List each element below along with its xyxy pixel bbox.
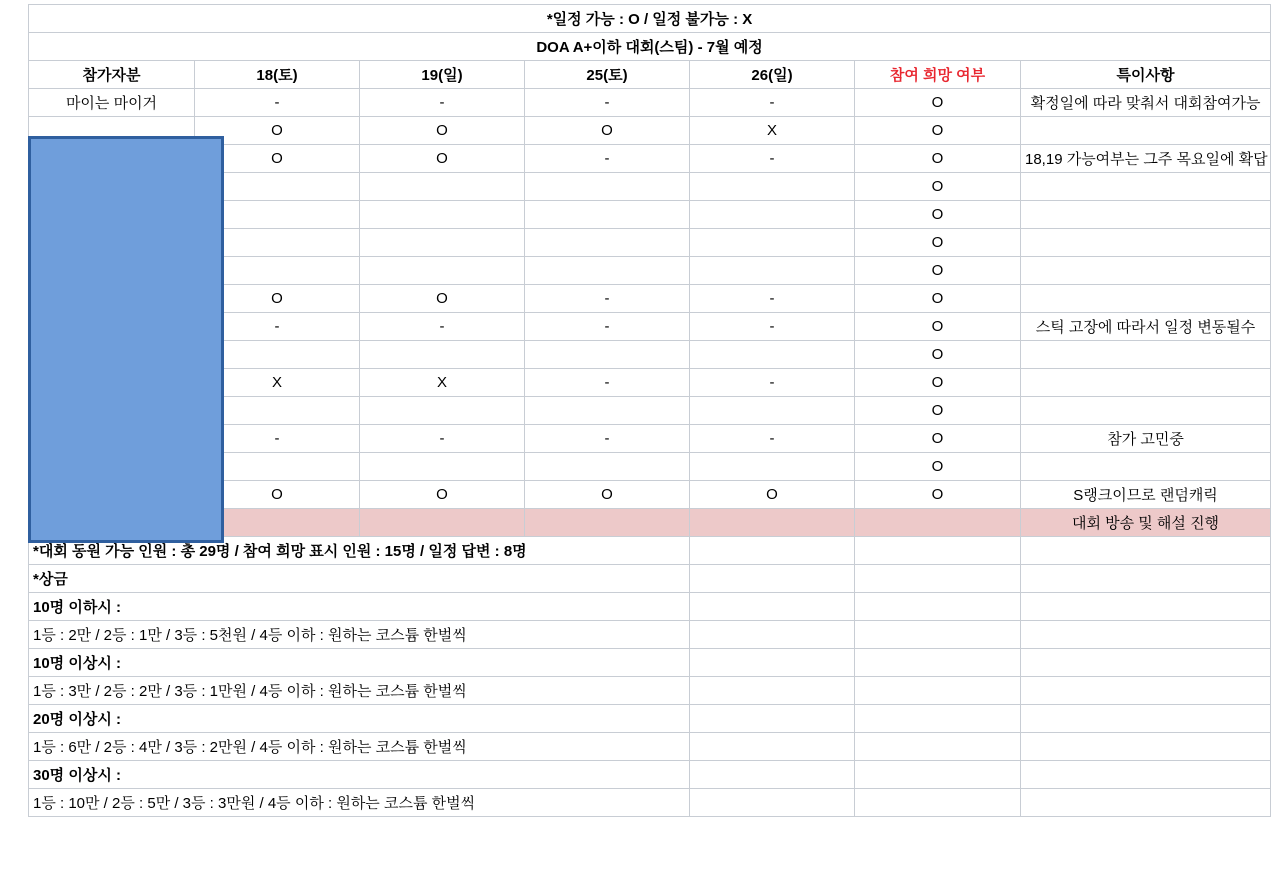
- cell-25[interactable]: [525, 173, 690, 201]
- cell-25[interactable]: [525, 229, 690, 257]
- empty-cell[interactable]: [690, 537, 855, 565]
- cell-wish[interactable]: O: [855, 313, 1021, 341]
- prize-label[interactable]: *상금: [29, 565, 690, 593]
- cell-19[interactable]: -: [360, 425, 525, 453]
- cell-wish[interactable]: O: [855, 453, 1021, 481]
- cell-note[interactable]: 확정일에 따라 맞춰서 대회참여가능: [1021, 89, 1271, 117]
- cell-wish[interactable]: [855, 509, 1021, 537]
- legend-row: [29, 5, 1271, 33]
- cell-25[interactable]: [525, 341, 690, 369]
- title-row: [29, 33, 1271, 61]
- cell-note[interactable]: [1021, 369, 1271, 397]
- cell-note[interactable]: [1021, 285, 1271, 313]
- page-title: DOA A+이하 대회(스팀) - 7월 예정: [29, 33, 1271, 61]
- prize-tier-label[interactable]: 10명 이상시 :: [29, 649, 690, 677]
- cell-19[interactable]: [360, 229, 525, 257]
- cell-19[interactable]: O: [360, 481, 525, 509]
- cell-26[interactable]: [690, 201, 855, 229]
- column-header-note: 특이사항: [1021, 61, 1271, 89]
- cell-25[interactable]: -: [525, 425, 690, 453]
- cell-26[interactable]: -: [690, 369, 855, 397]
- empty-cell[interactable]: [690, 593, 855, 621]
- cell-note[interactable]: 참가 고민중: [1021, 425, 1271, 453]
- selected-cell-range[interactable]: [28, 136, 224, 543]
- cell-26[interactable]: [690, 257, 855, 285]
- cell-25[interactable]: -: [525, 313, 690, 341]
- prize-detail-row[interactable]: [29, 733, 1271, 761]
- prize-detail-row[interactable]: [29, 677, 1271, 705]
- empty-cell[interactable]: [1021, 649, 1271, 677]
- prize-detail-text[interactable]: 1등 : 2만 / 2등 : 1만 / 3등 : 5천원 / 4등 이하 : 원하는 코스튬 한벌씩: [29, 621, 690, 649]
- empty-cell[interactable]: [855, 677, 1021, 705]
- empty-cell[interactable]: [855, 593, 1021, 621]
- prize-tier-label[interactable]: 20명 이상시 :: [29, 705, 690, 733]
- cell-26[interactable]: -: [690, 313, 855, 341]
- cell-19[interactable]: -: [360, 89, 525, 117]
- cell-wish[interactable]: O: [855, 173, 1021, 201]
- empty-cell[interactable]: [690, 761, 855, 789]
- cell-note[interactable]: [1021, 257, 1271, 285]
- cell-wish[interactable]: O: [855, 257, 1021, 285]
- cell-25[interactable]: [525, 453, 690, 481]
- empty-cell[interactable]: [690, 649, 855, 677]
- column-header-19: 19(일): [360, 61, 525, 89]
- cell-note[interactable]: 대회 방송 및 해설 진행: [1021, 509, 1271, 537]
- cell-25[interactable]: -: [525, 285, 690, 313]
- cell-19[interactable]: [360, 257, 525, 285]
- prize-tier-label[interactable]: 10명 이하시 :: [29, 593, 690, 621]
- empty-cell[interactable]: [855, 565, 1021, 593]
- cell-19[interactable]: X: [360, 369, 525, 397]
- cell-note[interactable]: [1021, 229, 1271, 257]
- cell-18[interactable]: X: [195, 369, 360, 397]
- cell-wish[interactable]: O: [855, 285, 1021, 313]
- empty-cell[interactable]: [690, 733, 855, 761]
- empty-cell[interactable]: [690, 705, 855, 733]
- column-header-18: 18(토): [195, 61, 360, 89]
- cell-wish[interactable]: O: [855, 397, 1021, 425]
- table-row[interactable]: [29, 89, 1271, 117]
- cell-26[interactable]: [690, 509, 855, 537]
- cell-25[interactable]: [525, 397, 690, 425]
- cell-26[interactable]: [690, 397, 855, 425]
- prize-detail-row[interactable]: [29, 789, 1271, 817]
- empty-cell[interactable]: [1021, 565, 1271, 593]
- legend-text: *일정 가능 : O / 일정 불가능 : X: [29, 5, 1271, 33]
- cell-18[interactable]: -: [195, 313, 360, 341]
- cell-note[interactable]: [1021, 397, 1271, 425]
- column-header-25: 25(토): [525, 61, 690, 89]
- cell-26[interactable]: -: [690, 89, 855, 117]
- cell-note[interactable]: [1021, 173, 1271, 201]
- empty-cell[interactable]: [855, 733, 1021, 761]
- cell-19[interactable]: [360, 173, 525, 201]
- cell-note[interactable]: 18,19 가능여부는 그주 목요일에 확답: [1021, 145, 1271, 173]
- empty-cell[interactable]: [855, 789, 1021, 817]
- cell-note[interactable]: [1021, 453, 1271, 481]
- cell-26[interactable]: [690, 173, 855, 201]
- cell-wish[interactable]: O: [855, 481, 1021, 509]
- prize-detail-text[interactable]: 1등 : 6만 / 2등 : 4만 / 3등 : 2만원 / 4등 이하 : 원하는 코스튬 한벌씩: [29, 733, 690, 761]
- cell-19[interactable]: O: [360, 285, 525, 313]
- empty-cell[interactable]: [1021, 537, 1271, 565]
- cell-wish[interactable]: O: [855, 341, 1021, 369]
- cell-19[interactable]: [360, 397, 525, 425]
- summary-text[interactable]: *대회 동원 가능 인원 : 총 29명 / 참여 희망 표시 인원 : 15명 / 일정 답변 : 8명: [29, 537, 690, 565]
- cell-18[interactable]: O: [195, 117, 360, 145]
- cell-19[interactable]: [360, 201, 525, 229]
- empty-cell[interactable]: [690, 621, 855, 649]
- cell-25[interactable]: O: [525, 481, 690, 509]
- cell-26[interactable]: [690, 341, 855, 369]
- empty-cell[interactable]: [1021, 733, 1271, 761]
- cell-18[interactable]: -: [195, 89, 360, 117]
- cell-wish[interactable]: O: [855, 145, 1021, 173]
- cell-wish[interactable]: O: [855, 229, 1021, 257]
- cell-26[interactable]: -: [690, 425, 855, 453]
- prize-tier-row[interactable]: [29, 705, 1271, 733]
- column-header-participant: 참가자분: [29, 61, 195, 89]
- prize-detail-text[interactable]: 1등 : 3만 / 2등 : 2만 / 3등 : 1만원 / 4등 이하 : 원하는 코스튬 한벌씩: [29, 677, 690, 705]
- cell-wish[interactable]: O: [855, 117, 1021, 145]
- cell-19[interactable]: -: [360, 313, 525, 341]
- cell-26[interactable]: O: [690, 481, 855, 509]
- cell-note[interactable]: [1021, 117, 1271, 145]
- cell-wish[interactable]: O: [855, 201, 1021, 229]
- empty-cell[interactable]: [1021, 789, 1271, 817]
- empty-cell[interactable]: [1021, 621, 1271, 649]
- cell-19[interactable]: [360, 509, 525, 537]
- empty-cell[interactable]: [1021, 593, 1271, 621]
- empty-cell[interactable]: [855, 705, 1021, 733]
- cell-25[interactable]: -: [525, 369, 690, 397]
- cell-wish[interactable]: O: [855, 425, 1021, 453]
- prize-label-row[interactable]: [29, 565, 1271, 593]
- empty-cell[interactable]: [1021, 761, 1271, 789]
- column-header-26: 26(일): [690, 61, 855, 89]
- cell-25[interactable]: -: [525, 89, 690, 117]
- cell-note[interactable]: 스틱 고장에 따라서 일정 변동될수: [1021, 313, 1271, 341]
- empty-cell[interactable]: [1021, 677, 1271, 705]
- cell-18[interactable]: O: [195, 481, 360, 509]
- cell-26[interactable]: -: [690, 145, 855, 173]
- cell-19[interactable]: O: [360, 117, 525, 145]
- cell-18[interactable]: -: [195, 425, 360, 453]
- cell-26[interactable]: -: [690, 285, 855, 313]
- prize-tier-row[interactable]: [29, 593, 1271, 621]
- cell-26[interactable]: [690, 229, 855, 257]
- prize-tier-label[interactable]: 30명 이상시 :: [29, 761, 690, 789]
- column-header-wish: 참여 희망 여부: [855, 61, 1021, 89]
- prize-tier-row[interactable]: [29, 649, 1271, 677]
- empty-cell[interactable]: [690, 677, 855, 705]
- cell-25[interactable]: [525, 509, 690, 537]
- empty-cell[interactable]: [855, 621, 1021, 649]
- empty-cell[interactable]: [855, 649, 1021, 677]
- empty-cell[interactable]: [690, 789, 855, 817]
- prize-detail-text[interactable]: 1등 : 10만 / 2등 : 5만 / 3등 : 3만원 / 4등 이하 : 원하는 코스튬 한벌씩: [29, 789, 690, 817]
- prize-tier-row[interactable]: [29, 761, 1271, 789]
- cell-25[interactable]: O: [525, 117, 690, 145]
- cell-25[interactable]: [525, 201, 690, 229]
- empty-cell[interactable]: [855, 537, 1021, 565]
- empty-cell[interactable]: [690, 565, 855, 593]
- cell-participant[interactable]: 마이는 마이거: [29, 89, 195, 117]
- cell-18[interactable]: O: [195, 285, 360, 313]
- cell-wish[interactable]: O: [855, 369, 1021, 397]
- left-margin: [0, 0, 28, 887]
- cell-26[interactable]: X: [690, 117, 855, 145]
- cell-25[interactable]: -: [525, 145, 690, 173]
- cell-19[interactable]: [360, 341, 525, 369]
- cell-note[interactable]: [1021, 341, 1271, 369]
- cell-19[interactable]: [360, 453, 525, 481]
- header-row: [29, 61, 1271, 89]
- prize-detail-row[interactable]: [29, 621, 1271, 649]
- empty-cell[interactable]: [1021, 705, 1271, 733]
- empty-cell[interactable]: [855, 761, 1021, 789]
- cell-note[interactable]: [1021, 201, 1271, 229]
- cell-26[interactable]: [690, 453, 855, 481]
- cell-wish[interactable]: O: [855, 89, 1021, 117]
- cell-note[interactable]: S랭크이므로 랜덤캐릭: [1021, 481, 1271, 509]
- cell-18[interactable]: O: [195, 145, 360, 173]
- cell-19[interactable]: O: [360, 145, 525, 173]
- cell-25[interactable]: [525, 257, 690, 285]
